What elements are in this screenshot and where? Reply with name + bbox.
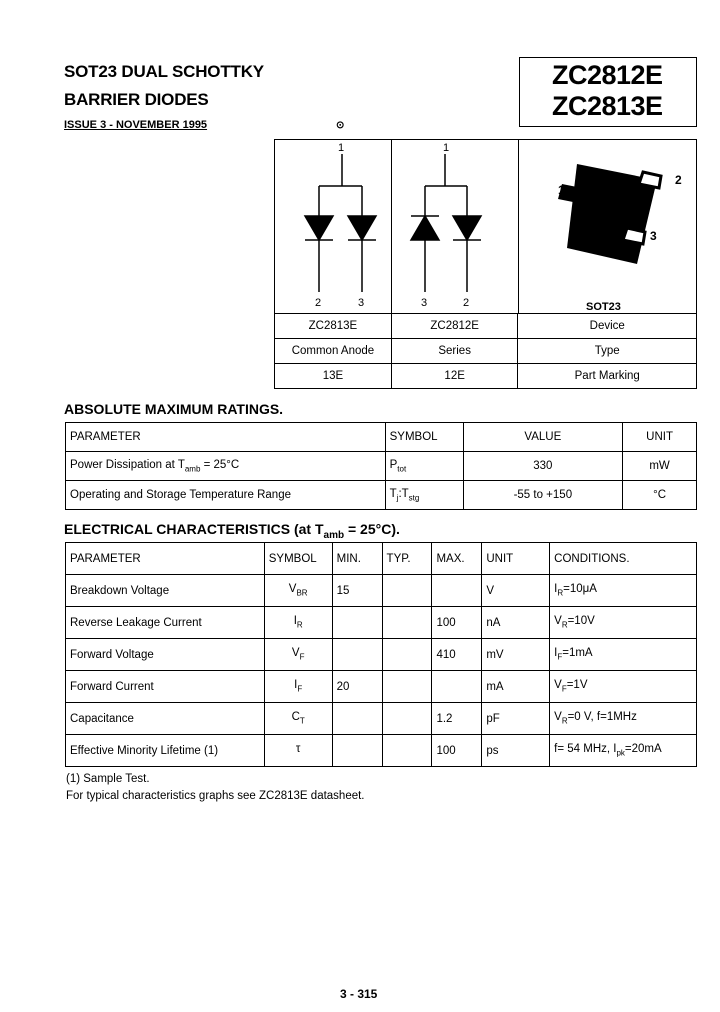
min-cell	[332, 735, 382, 767]
max-cell: 1.2	[432, 703, 482, 735]
table-cell: Series	[391, 339, 518, 364]
symbol-cell: τ	[264, 735, 332, 767]
table-header-row	[66, 423, 697, 452]
header-unit: UNIT	[482, 543, 550, 575]
unit-cell: ps	[482, 735, 550, 767]
part-number-1: ZC2812E	[552, 60, 663, 90]
table-row	[66, 735, 697, 767]
series-schematic	[392, 140, 518, 313]
table-row	[66, 703, 697, 735]
title-line-1: SOT23 DUAL SCHOTTKY	[64, 62, 264, 81]
issue-date: ISSUE 3 - NOVEMBER 1995	[64, 119, 208, 131]
unit-cell: °C	[623, 481, 697, 510]
max-cell: 100	[432, 607, 482, 639]
symbol-cell: $V_F$	[264, 639, 332, 671]
schematic2-pin-right: 2	[463, 297, 470, 309]
package-pin-2: 2	[675, 173, 682, 187]
typ-cell	[382, 639, 432, 671]
header-min: MIN.	[332, 543, 382, 575]
package-pin-1: 1	[558, 183, 565, 197]
header-parameter: PARAMETER	[66, 423, 386, 452]
header-conditions: CONDITIONS.	[550, 543, 697, 575]
max-cell: 100	[432, 735, 482, 767]
param-cell: Forward Voltage	[66, 639, 265, 671]
header-parameter: PARAMETER	[66, 543, 265, 575]
min-cell	[332, 607, 382, 639]
table-cell: Part Marking	[518, 364, 697, 389]
header-symbol: SYMBOL	[264, 543, 332, 575]
typ-cell	[382, 703, 432, 735]
unit-cell: mV	[482, 639, 550, 671]
elec-table	[65, 542, 697, 767]
conditions-cell: $V_F=1V$	[550, 671, 697, 703]
param-cell: Effective Minority Lifetime (1)	[66, 735, 265, 767]
schematic2-pin-left: 3	[421, 297, 428, 309]
typ-cell	[382, 671, 432, 703]
schematic1-pin-left: 2	[315, 297, 322, 309]
table-row	[66, 481, 697, 510]
table-row	[275, 364, 697, 389]
max-cell	[432, 671, 482, 703]
header-unit: UNIT	[623, 423, 697, 452]
symbol-cell: $I_F$	[264, 671, 332, 703]
param-cell: Breakdown Voltage	[66, 575, 265, 607]
table-cell: 12E	[391, 364, 518, 389]
min-cell	[332, 703, 382, 735]
package-label: SOT23	[586, 301, 621, 313]
part-number-box	[519, 57, 697, 127]
max-cell	[432, 575, 482, 607]
device-table	[274, 313, 697, 389]
title-line-2: BARRIER DIODES	[64, 90, 209, 109]
unit-cell: V	[482, 575, 550, 607]
abs-max-title: ABSOLUTE MAXIMUM RATINGS.	[64, 401, 284, 417]
table-row	[66, 452, 697, 481]
schematic1-pin-top: 1	[338, 142, 345, 154]
table-row	[66, 607, 697, 639]
unit-cell: mA	[482, 671, 550, 703]
table-cell: Common Anode	[275, 339, 392, 364]
conditions-cell: $I_R=10\mu A$	[550, 575, 697, 607]
min-cell	[332, 639, 382, 671]
unit-cell: pF	[482, 703, 550, 735]
abs-max-table	[65, 422, 697, 510]
table-cell: Device	[518, 314, 697, 339]
package-pin-3: 3	[650, 229, 657, 243]
conditions-cell: $V_R=0$ V, f=1MHz	[550, 703, 697, 735]
schematic2-pin-top: 1	[443, 142, 450, 154]
elec-title: ELECTRICAL CHARACTERISTICS (at $T_{amb} = 25^\circ C$).	[64, 521, 400, 541]
table-row	[66, 671, 697, 703]
param-cell: Forward Current	[66, 671, 265, 703]
min-cell: 15	[332, 575, 382, 607]
header-typ: TYP.	[382, 543, 432, 575]
schematic1-pin-right: 3	[358, 297, 365, 309]
value-cell: -55 to +150	[463, 481, 623, 510]
table-cell: ZC2813E	[275, 314, 392, 339]
unit-cell: mW	[623, 452, 697, 481]
conditions-cell: $I_F=1mA$	[550, 639, 697, 671]
common-anode-schematic	[275, 140, 391, 313]
table-row	[275, 339, 697, 364]
param-cell: Operating and Storage Temperature Range	[66, 481, 386, 510]
conditions-cell: $V_R=10V$	[550, 607, 697, 639]
param-cell: Capacitance	[66, 703, 265, 735]
table-row	[66, 639, 697, 671]
note-sample-test: (1) Sample Test.	[66, 773, 150, 785]
table-header-row	[66, 543, 697, 575]
note-typical-graphs: For typical characteristics graphs see ZC2813E datasheet.	[66, 790, 365, 802]
typ-cell	[382, 575, 432, 607]
page-number: 3 - 315	[340, 987, 378, 1001]
table-cell: ZC2812E	[391, 314, 518, 339]
symbol-cell: $C_T$	[264, 703, 332, 735]
symbol-cell: $V_{BR}$	[264, 575, 332, 607]
conditions-cell: f= 54 MHz, $I_{pk}=20mA$	[550, 735, 697, 767]
symbol-cell: $P_{tot}$	[385, 452, 463, 481]
max-cell: 410	[432, 639, 482, 671]
header-value: VALUE	[463, 423, 623, 452]
table-row	[275, 314, 697, 339]
param-cell: Power Dissipation at $T_{amb} = 25^\circ C$	[66, 452, 386, 481]
unit-cell: nA	[482, 607, 550, 639]
symbol-cell: $I_R$	[264, 607, 332, 639]
param-cell: Reverse Leakage Current	[66, 607, 265, 639]
sot23-package-drawing	[519, 140, 696, 313]
registration-mark-icon: ⊙	[336, 120, 345, 131]
symbol-cell: $T_j:T_{stg}$	[385, 481, 463, 510]
min-cell: 20	[332, 671, 382, 703]
value-cell: 330	[463, 452, 623, 481]
table-cell: 13E	[275, 364, 392, 389]
table-row	[66, 575, 697, 607]
header-symbol: SYMBOL	[385, 423, 463, 452]
table-cell: Type	[518, 339, 697, 364]
header-max: MAX.	[432, 543, 482, 575]
typ-cell	[382, 735, 432, 767]
part-number-2: ZC2813E	[552, 91, 663, 121]
typ-cell	[382, 607, 432, 639]
